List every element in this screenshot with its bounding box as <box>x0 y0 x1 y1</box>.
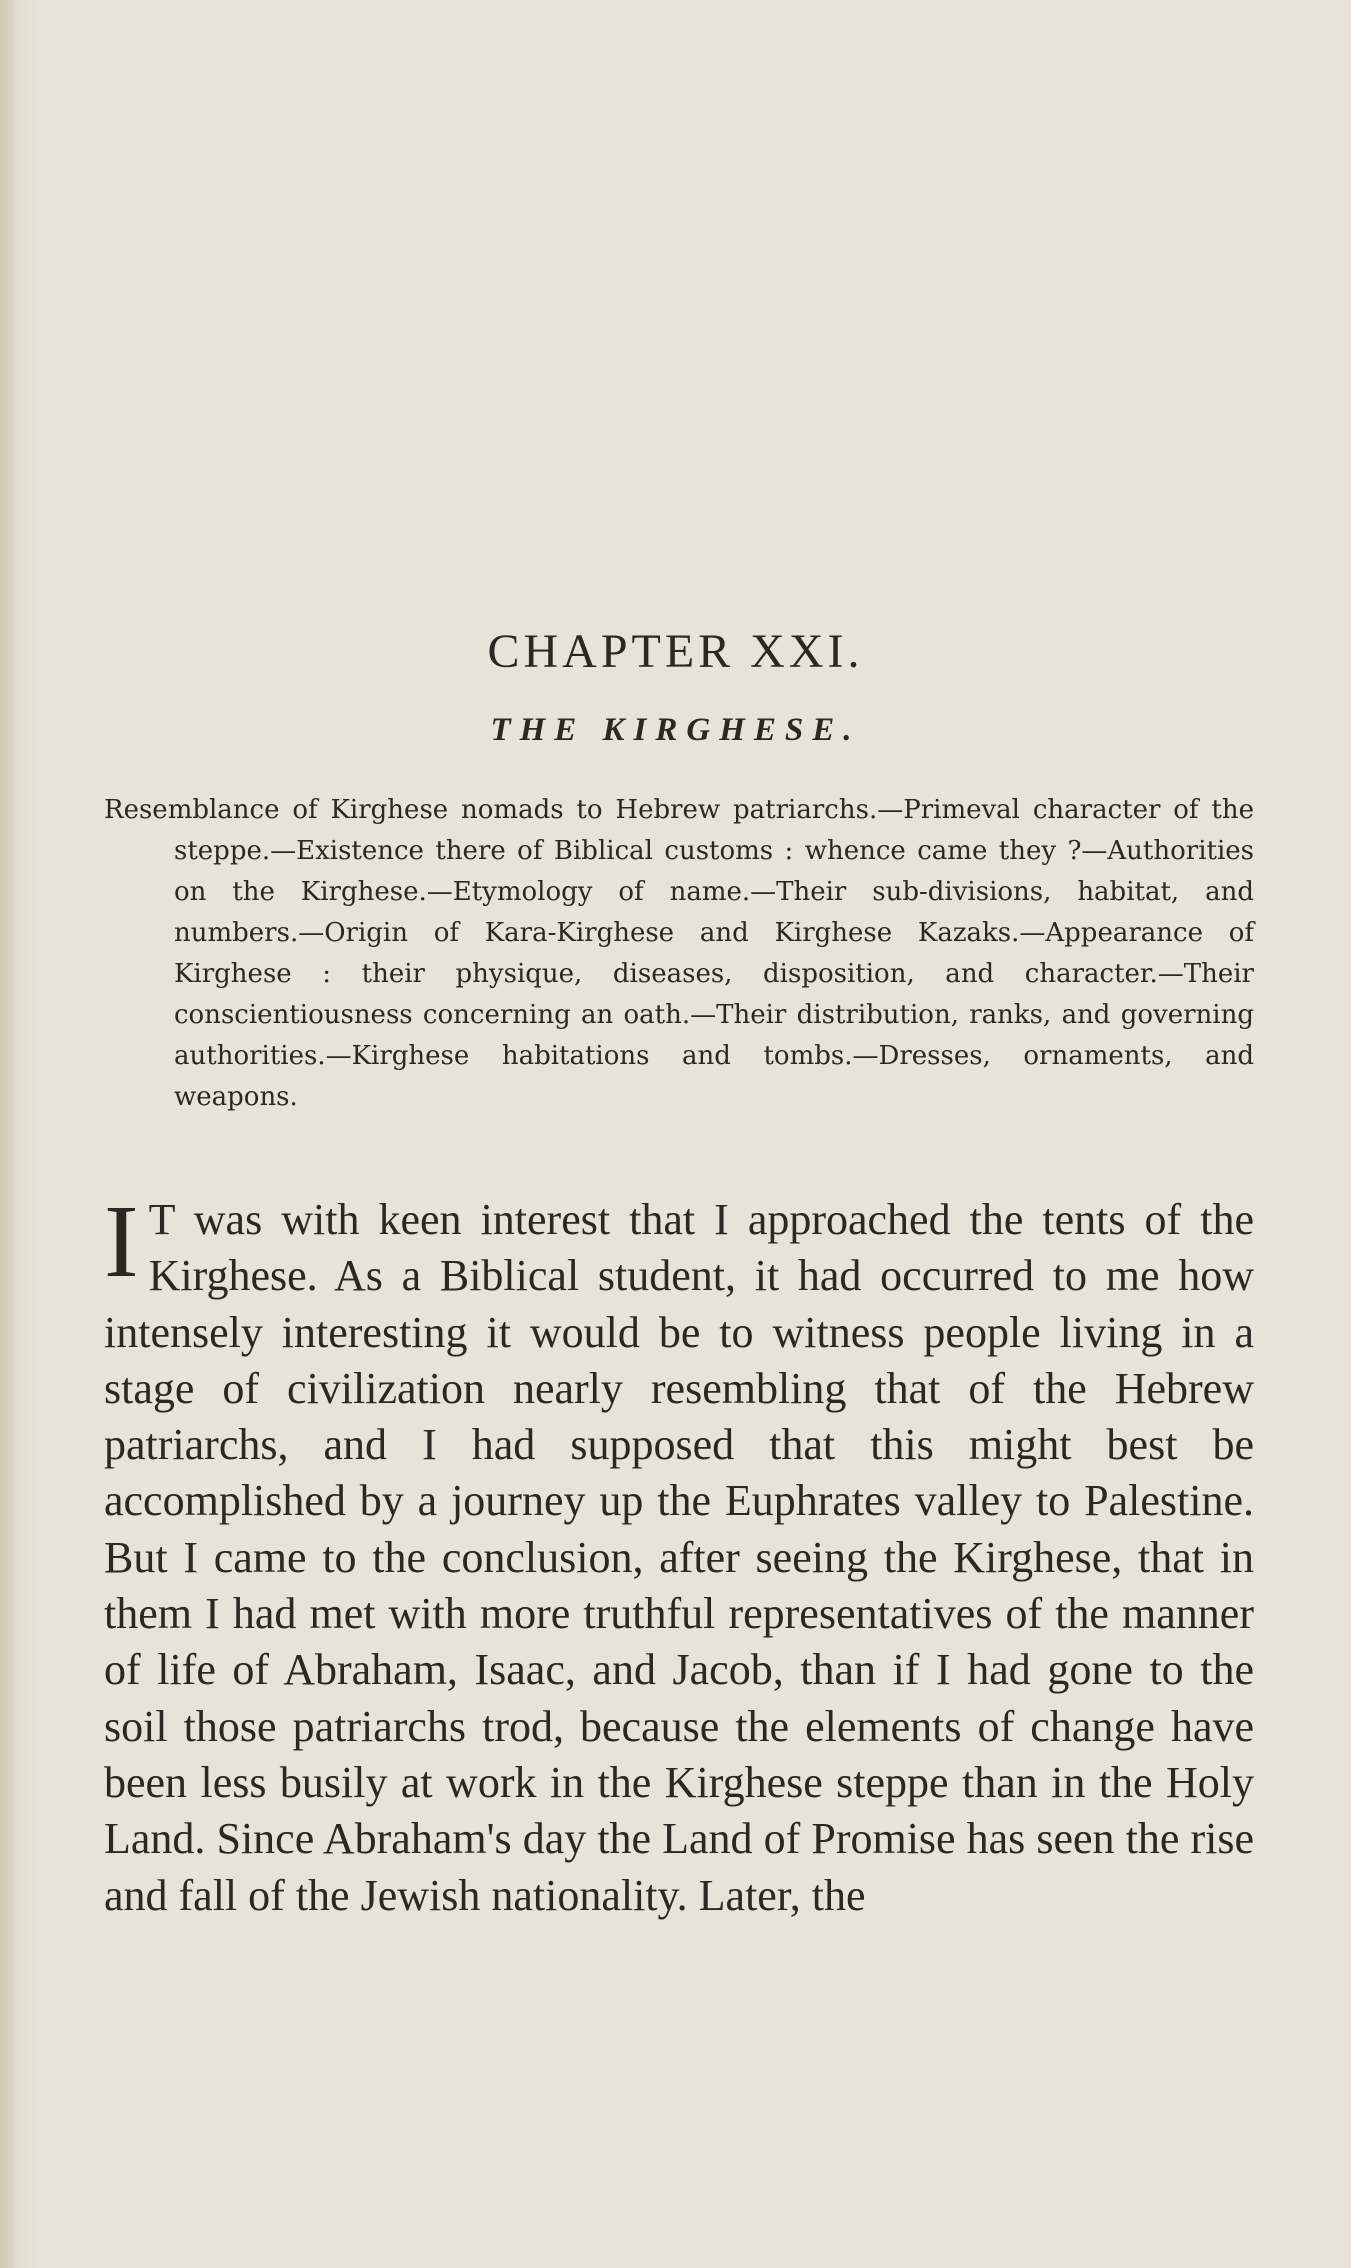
drop-cap: I <box>104 1184 139 1299</box>
body-paragraph <box>104 1184 1254 1924</box>
chapter-title: CHAPTER XXI. <box>487 625 864 678</box>
chapter-subtitle: THE KIRGHESE. <box>490 712 861 748</box>
body-paragraph-text: T was with keen interest that I approached the tents of the Kirghese. As a Biblical student, it had occurred to me how intensely interesting it would be to witness people living in a stage of civilization nearly resembling that of the Hebrew patriarchs, and I had supposed that this might best be accomplished by a journey up the Euphrates valley to Palestine. But I came to the conclusion, after seeing the Kirghese, that in them I had met with more truthful representatives of the manner of life of Abraham, Isaac, and Jacob, than if I had gone to the soil those patriarchs trod, because the elements of change have been less busily at work in the Kirghese steppe than in the Holy Land. Since Abraham's day the Land of Promise has seen the rise and fall of the Jewish nationality. Later, the <box>104 1195 1254 1920</box>
chapter-synopsis: Resemblance of Kirghese nomads to Hebrew patriarchs.—Primeval character of the steppe.—Existence there of Biblical customs : whence came they ?—Authorities on the Kirghese.—Etymology of name.—Their sub-divisions, habitat, and numbers.—Origin of Kara-Kirghese and Kirghese Kazaks.—Appearance of Kirghese : their physique, diseases, disposition, and character.—Their conscientiousness concerning an oath.—Their distribution, ranks, and governing authorities.—Kirghese habitations and tombs.—Dresses, ornaments, and weapons. <box>104 795 1254 1112</box>
page-binding-edge <box>0 0 14 2268</box>
